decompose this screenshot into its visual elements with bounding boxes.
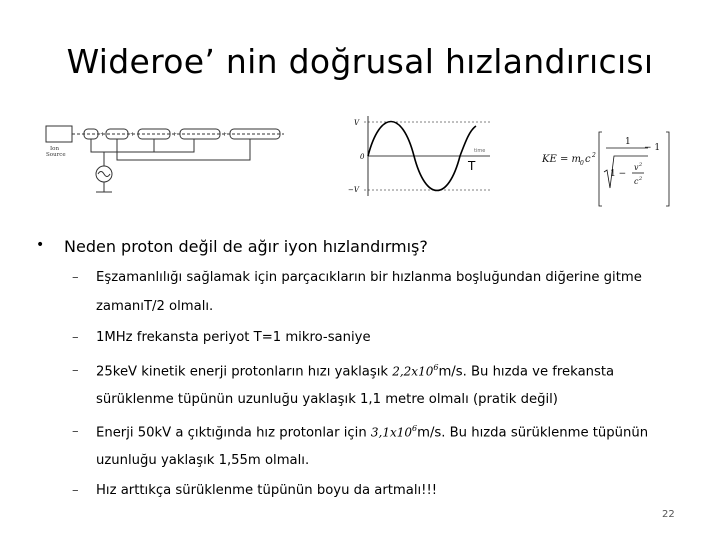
ion-source-box — [46, 126, 72, 142]
source-label: Source — [46, 152, 66, 158]
v-min-label: −V — [348, 186, 359, 194]
formula-c-denom: c — [634, 177, 639, 186]
formula-numerator: 1 — [625, 137, 631, 147]
sub4-post: m/s. Bu hızda sürüklenme tüpünün — [417, 425, 649, 441]
v-zero-label: 0 — [360, 153, 365, 161]
sub-dash: – — [72, 483, 79, 498]
sub4-pre: Enerji 50kV a çıktığında hız protonlar için — [96, 425, 371, 441]
formula-lhs: KE = m — [542, 154, 581, 165]
formula-v: v — [634, 163, 639, 172]
period-label: T — [468, 159, 476, 173]
svg-text:2: 2 — [592, 152, 596, 159]
page-number: 22 — [662, 509, 675, 520]
sub3-pre: 25keV kinetik enerji protonların hızı yaklaşık — [96, 364, 393, 380]
sub3-math: 2,2x10 — [392, 364, 434, 379]
bullet-dot: • — [36, 237, 45, 253]
sub-dash: – — [72, 270, 79, 285]
svg-text:2: 2 — [639, 176, 643, 182]
v-max-label: V — [354, 119, 360, 127]
svg-text:+: + — [222, 131, 228, 138]
svg-text:+: + — [100, 131, 106, 138]
kinetic-energy-formula — [540, 126, 675, 214]
sub-bullet-3-line-2: sürüklenme tüpünün uzunluğu yaklaşık 1,1 metre olmalı (pratik değil) — [96, 392, 558, 407]
sub3-post: m/s. Bu hızda ve frekansta — [438, 364, 615, 380]
sub-dash: – — [72, 363, 79, 378]
sub-bullet-4-line-1 — [96, 424, 648, 440]
slide-title: Wideroe’ nin doğrusal hızlandırıcısı — [66, 42, 654, 81]
svg-text:1 −: 1 − — [610, 169, 627, 179]
sub-bullet-1-line-1: Eşzamanlılığı sağlamak için parçacıkların bir hızlanma boşluğundan diğerine gitme — [96, 270, 642, 285]
svg-text:2: 2 — [639, 162, 643, 168]
sub4-math: 3,1x10 — [370, 425, 412, 440]
svg-text:+: + — [172, 131, 178, 138]
main-bullet-text: Neden proton değil de ağır iyon hızlandırmış? — [64, 237, 428, 256]
sub3-exp: 6 — [433, 363, 439, 372]
formula-c: c — [585, 154, 591, 165]
sub-bullet-1-line-2: zamanıT/2 olmalı. — [96, 299, 214, 314]
sub-bullet-3-line-1 — [96, 363, 614, 379]
sub-bullet-5-text: Hız arttıkça sürüklenme tüpünün boyu da artmalı!!! — [96, 483, 438, 498]
wideroe-circuit-diagram — [44, 122, 294, 202]
sub-bullet-2-text: 1MHz frekansta periyot T=1 mikro-saniye — [96, 330, 371, 345]
drift-tube — [84, 129, 98, 139]
sub-dash: – — [72, 424, 79, 439]
sub-dash: – — [72, 330, 79, 345]
ion-label: Ion — [50, 146, 60, 152]
time-axis-label: time — [474, 148, 486, 154]
svg-text:+: + — [130, 131, 136, 138]
formula-sub0: 0 — [580, 160, 584, 167]
formula-minus-one: − 1 — [644, 143, 661, 153]
sub-bullet-4-line-2: uzunluğu yaklaşık 1,55m olmalı. — [96, 453, 310, 468]
sub4-exp: 6 — [412, 424, 418, 433]
rf-voltage-sine-plot — [340, 112, 500, 202]
